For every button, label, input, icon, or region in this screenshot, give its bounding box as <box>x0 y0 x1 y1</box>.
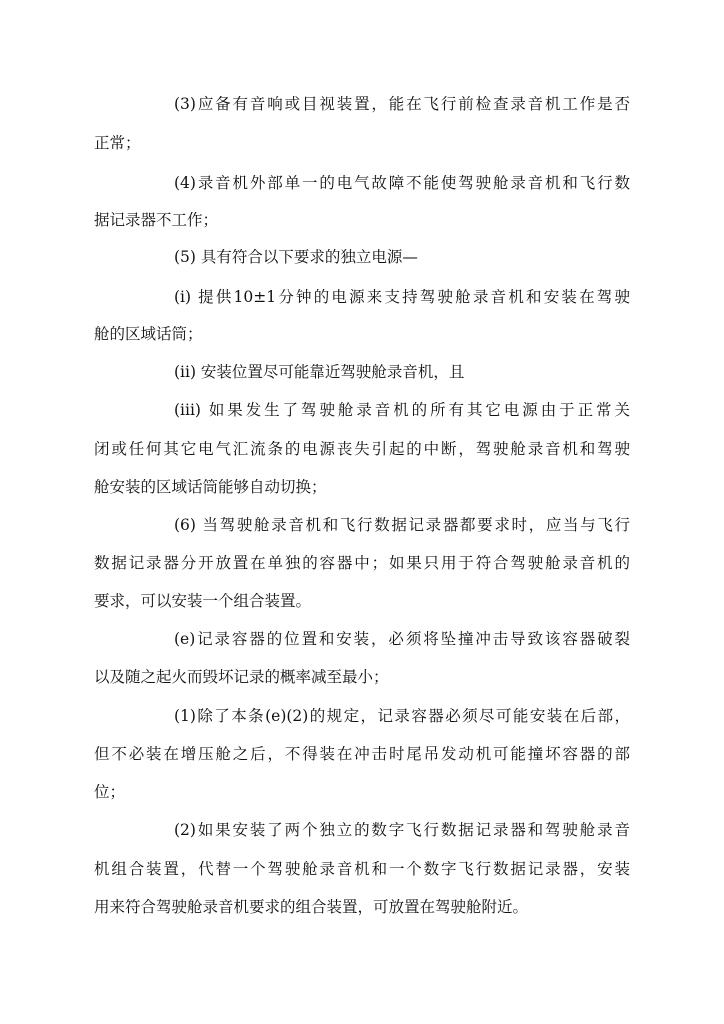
text-line: 但不必装在增压舱之后，不得装在冲击时尾吊发动机可能撞坏容器的部 <box>94 745 630 763</box>
text-line: 数据记录器分开放置在单独的容器中；如果只用于符合驾驶舱录音机的 <box>94 554 630 572</box>
text-line: (5) 具有符合以下要求的独立电源— <box>174 248 418 266</box>
text-line: 以及随之起火而毁坏记录的概率减至最小； <box>94 668 389 686</box>
text-line: 要求，可以安装一个组合装置。 <box>94 592 312 610</box>
text-line: (ii) 安装位置尽可能靠近驾驶舱录音机，且 <box>174 363 465 381</box>
text-line: 据记录器不工作； <box>94 211 219 229</box>
text-line: 闭或任何其它电气汇流条的电源丧失引起的中断，驾驶舱录音机和驾驶 <box>94 440 630 458</box>
text-line: 位； <box>94 783 126 801</box>
text-line: 舱安装的区域话筒能够自动切换； <box>94 478 327 496</box>
text-line: (e)记录容器的位置和安装，必须将坠撞冲击导致该容器破裂 <box>174 630 630 648</box>
text-line: (3)应备有音响或目视装置，能在飞行前检查录音机工作是否 <box>174 95 630 113</box>
text-line: (iii) 如果发生了驾驶舱录音机的所有其它电源由于正常关 <box>174 401 630 419</box>
text-line: (i) 提供10±1分钟的电源来支持驾驶舱录音机和安装在驾驶 <box>174 288 630 306</box>
text-line: 舱的区域话筒； <box>94 325 203 343</box>
text-line: 机组合装置，代替一个驾驶舱录音机和一个数字飞行数据记录器，安装 <box>94 860 630 878</box>
text-line: 正常； <box>94 134 141 152</box>
text-line: (1)除了本条(e)(2)的规定，记录容器必须尽可能安装在后部， <box>174 707 630 725</box>
text-line: 用来符合驾驶舱录音机要求的组合装置，可放置在驾驶舱附近。 <box>94 898 529 916</box>
text-line: (6) 当驾驶舱录音机和飞行数据记录器都要求时，应当与飞行 <box>174 516 630 534</box>
text-line: (4)录音机外部单一的电气故障不能使驾驶舱录音机和飞行数 <box>174 174 630 192</box>
text-line: (2)如果安装了两个独立的数字飞行数据记录器和驾驶舱录音 <box>174 821 630 839</box>
